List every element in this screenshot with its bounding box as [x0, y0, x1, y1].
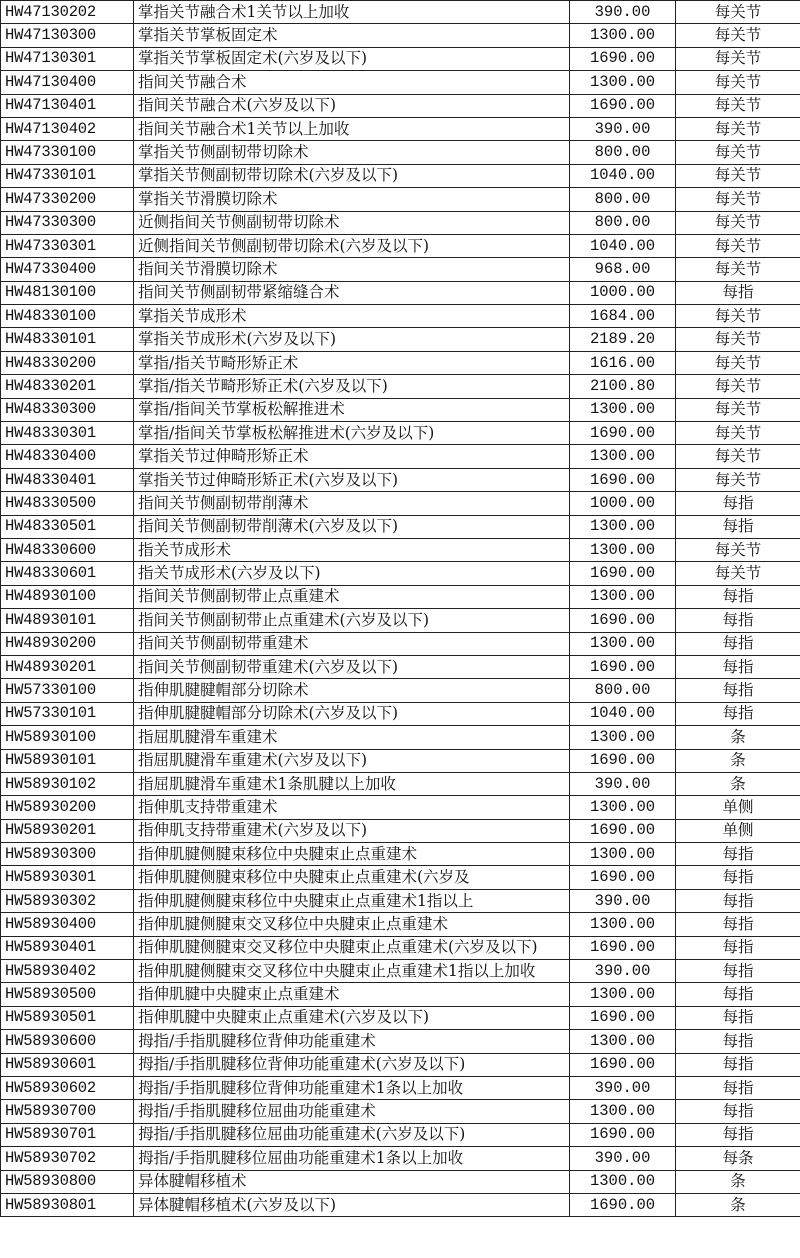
item-name: 指伸肌腱腱帽部分切除术 — [134, 679, 570, 702]
item-unit: 每关节 — [676, 422, 800, 445]
item-price: 1690.00 — [570, 749, 676, 772]
item-price: 1300.00 — [570, 71, 676, 94]
item-price: 1300.00 — [570, 24, 676, 47]
item-name: 拇指/手指肌腱移位背伸功能重建术 — [134, 1030, 570, 1053]
item-name: 拇指/手指肌腱移位屈曲功能重建术(六岁及以下) — [134, 1123, 570, 1146]
item-code: HW48330500 — [1, 492, 134, 515]
item-unit: 每指 — [676, 1123, 800, 1146]
table-row — [1, 305, 800, 328]
item-price: 390.00 — [570, 1, 676, 24]
item-code: HW58930402 — [1, 960, 134, 983]
item-price: 1300.00 — [570, 726, 676, 749]
item-name: 指屈肌腱滑车重建术(六岁及以下) — [134, 749, 570, 772]
item-name: 近侧指间关节侧副韧带切除术 — [134, 211, 570, 234]
item-unit: 单侧 — [676, 796, 800, 819]
item-code: HW48330200 — [1, 351, 134, 374]
item-unit: 每指 — [676, 843, 800, 866]
item-price: 1684.00 — [570, 305, 676, 328]
table-row — [1, 936, 800, 959]
table-row — [1, 24, 800, 47]
item-price: 1000.00 — [570, 492, 676, 515]
item-code: HW58930100 — [1, 726, 134, 749]
item-unit: 每指 — [676, 515, 800, 538]
item-name: 指关节成形术(六岁及以下) — [134, 562, 570, 585]
item-unit: 条 — [676, 772, 800, 795]
table-row — [1, 1, 800, 24]
item-code: HW47330101 — [1, 164, 134, 187]
item-unit: 每关节 — [676, 562, 800, 585]
item-code: HW47330100 — [1, 141, 134, 164]
item-name: 指伸肌腱中央腱束止点重建术(六岁及以下) — [134, 1006, 570, 1029]
item-name: 掌指关节掌板固定术 — [134, 24, 570, 47]
item-unit: 每指 — [676, 913, 800, 936]
item-unit: 每指 — [676, 492, 800, 515]
table-row — [1, 211, 800, 234]
item-name: 指伸肌腱侧腱束交叉移位中央腱束止点重建术1指以上加收 — [134, 960, 570, 983]
item-name: 指伸肌腱中央腱束止点重建术 — [134, 983, 570, 1006]
item-code: HW48330501 — [1, 515, 134, 538]
table-row — [1, 1053, 800, 1076]
item-price: 1300.00 — [570, 398, 676, 421]
table-row — [1, 983, 800, 1006]
item-unit: 每指 — [676, 655, 800, 678]
item-unit: 每关节 — [676, 94, 800, 117]
item-price: 1690.00 — [570, 1053, 676, 1076]
table-row — [1, 1170, 800, 1193]
item-name: 掌指关节融合术1关节以上加收 — [134, 1, 570, 24]
item-code: HW47130402 — [1, 117, 134, 140]
item-name: 掌指关节侧副韧带切除术(六岁及以下) — [134, 164, 570, 187]
item-price: 2189.20 — [570, 328, 676, 351]
item-name: 指间关节滑膜切除术 — [134, 258, 570, 281]
table-row — [1, 796, 800, 819]
table-row — [1, 843, 800, 866]
item-code: HW58930101 — [1, 749, 134, 772]
item-name: 指伸肌腱侧腱束移位中央腱束止点重建术1指以上 — [134, 889, 570, 912]
table-row — [1, 1100, 800, 1123]
item-price: 1300.00 — [570, 1170, 676, 1193]
item-unit: 每关节 — [676, 468, 800, 491]
item-price: 1300.00 — [570, 538, 676, 561]
table-row — [1, 1123, 800, 1146]
item-code: HW58930800 — [1, 1170, 134, 1193]
item-unit: 单侧 — [676, 819, 800, 842]
item-unit: 每关节 — [676, 445, 800, 468]
item-unit: 每指 — [676, 281, 800, 304]
item-unit: 每关节 — [676, 258, 800, 281]
item-code: HW47330301 — [1, 234, 134, 257]
table-row — [1, 819, 800, 842]
table-row — [1, 94, 800, 117]
item-unit: 每关节 — [676, 351, 800, 374]
item-name: 指间关节侧副韧带止点重建术(六岁及以下) — [134, 609, 570, 632]
item-name: 指间关节侧副韧带削薄术(六岁及以下) — [134, 515, 570, 538]
item-unit: 每关节 — [676, 47, 800, 70]
item-unit: 每关节 — [676, 375, 800, 398]
item-code: HW58930501 — [1, 1006, 134, 1029]
item-name: 指间关节融合术1关节以上加收 — [134, 117, 570, 140]
item-unit: 每关节 — [676, 1, 800, 24]
item-unit: 每关节 — [676, 538, 800, 561]
item-unit: 每关节 — [676, 71, 800, 94]
table-row — [1, 655, 800, 678]
item-name: 指间关节侧副韧带削薄术 — [134, 492, 570, 515]
item-price: 1300.00 — [570, 983, 676, 1006]
item-code: HW58930102 — [1, 772, 134, 795]
item-code: HW58930600 — [1, 1030, 134, 1053]
item-price: 1690.00 — [570, 609, 676, 632]
item-price: 1300.00 — [570, 796, 676, 819]
item-code: HW58930602 — [1, 1076, 134, 1099]
item-code: HW58930400 — [1, 913, 134, 936]
item-price: 390.00 — [570, 1076, 676, 1099]
item-unit: 每关节 — [676, 398, 800, 421]
table-row — [1, 141, 800, 164]
item-unit: 每指 — [676, 983, 800, 1006]
table-row — [1, 609, 800, 632]
item-name: 异体腱帽移植术(六岁及以下) — [134, 1193, 570, 1216]
item-name: 掌指/指间关节掌板松解推进术 — [134, 398, 570, 421]
item-code: HW48330301 — [1, 422, 134, 445]
table-row — [1, 749, 800, 772]
item-code: HW48330400 — [1, 445, 134, 468]
item-code: HW58930500 — [1, 983, 134, 1006]
item-name: 指间关节融合术(六岁及以下) — [134, 94, 570, 117]
item-name: 掌指关节侧副韧带切除术 — [134, 141, 570, 164]
item-name: 指关节成形术 — [134, 538, 570, 561]
table-row — [1, 234, 800, 257]
table-row — [1, 585, 800, 608]
item-unit: 每关节 — [676, 211, 800, 234]
item-name: 指间关节侧副韧带重建术(六岁及以下) — [134, 655, 570, 678]
item-price: 1300.00 — [570, 1030, 676, 1053]
item-code: HW47130300 — [1, 24, 134, 47]
item-name: 指伸肌支持带重建术(六岁及以下) — [134, 819, 570, 842]
item-name: 拇指/手指肌腱移位屈曲功能重建术 — [134, 1100, 570, 1123]
item-price: 1300.00 — [570, 445, 676, 468]
table-row — [1, 375, 800, 398]
table-row — [1, 492, 800, 515]
item-price: 800.00 — [570, 211, 676, 234]
item-unit: 每指 — [676, 1053, 800, 1076]
item-price: 1690.00 — [570, 1123, 676, 1146]
item-code: HW58930201 — [1, 819, 134, 842]
item-code: HW48330101 — [1, 328, 134, 351]
table-row — [1, 632, 800, 655]
item-price: 1300.00 — [570, 1100, 676, 1123]
item-code: HW58930302 — [1, 889, 134, 912]
item-price: 800.00 — [570, 679, 676, 702]
item-name: 指间关节融合术 — [134, 71, 570, 94]
item-name: 掌指关节掌板固定术(六岁及以下) — [134, 47, 570, 70]
item-name: 掌指关节过伸畸形矫正术 — [134, 445, 570, 468]
table-row — [1, 515, 800, 538]
item-unit: 每指 — [676, 679, 800, 702]
item-price: 800.00 — [570, 188, 676, 211]
item-unit: 每指 — [676, 1100, 800, 1123]
item-name: 拇指/手指肌腱移位背伸功能重建术(六岁及以下) — [134, 1053, 570, 1076]
item-price: 1690.00 — [570, 562, 676, 585]
table-row — [1, 1006, 800, 1029]
item-unit: 条 — [676, 1193, 800, 1216]
table-row — [1, 772, 800, 795]
item-price: 1300.00 — [570, 585, 676, 608]
item-code: HW47130301 — [1, 47, 134, 70]
item-unit: 每指 — [676, 702, 800, 725]
item-code: HW57330100 — [1, 679, 134, 702]
item-price: 1300.00 — [570, 913, 676, 936]
item-price: 1040.00 — [570, 164, 676, 187]
item-price: 1690.00 — [570, 655, 676, 678]
table-row — [1, 164, 800, 187]
item-price: 390.00 — [570, 117, 676, 140]
item-unit: 条 — [676, 726, 800, 749]
item-unit: 每指 — [676, 632, 800, 655]
item-name: 近侧指间关节侧副韧带切除术(六岁及以下) — [134, 234, 570, 257]
item-price: 1690.00 — [570, 936, 676, 959]
item-unit: 每关节 — [676, 164, 800, 187]
item-price: 1690.00 — [570, 866, 676, 889]
item-name: 指间关节侧副韧带止点重建术 — [134, 585, 570, 608]
item-code: HW48330401 — [1, 468, 134, 491]
item-unit: 条 — [676, 749, 800, 772]
item-code: HW48330601 — [1, 562, 134, 585]
table-row — [1, 351, 800, 374]
item-unit: 每指 — [676, 609, 800, 632]
item-price: 2100.80 — [570, 375, 676, 398]
item-unit: 每指 — [676, 585, 800, 608]
table-row — [1, 117, 800, 140]
item-price: 1690.00 — [570, 819, 676, 842]
item-unit: 每指 — [676, 936, 800, 959]
item-unit: 每关节 — [676, 117, 800, 140]
item-name: 指间关节侧副韧带重建术 — [134, 632, 570, 655]
item-price: 1616.00 — [570, 351, 676, 374]
item-name: 指伸肌腱侧腱束交叉移位中央腱束止点重建术(六岁及以下) — [134, 936, 570, 959]
item-name: 指伸肌支持带重建术 — [134, 796, 570, 819]
table-row — [1, 1147, 800, 1170]
item-unit: 每指 — [676, 1030, 800, 1053]
item-unit: 条 — [676, 1170, 800, 1193]
table-row — [1, 468, 800, 491]
item-price: 390.00 — [570, 1147, 676, 1170]
item-unit: 每关节 — [676, 234, 800, 257]
table-row — [1, 562, 800, 585]
item-code: HW48930200 — [1, 632, 134, 655]
item-code: HW48330600 — [1, 538, 134, 561]
item-code: HW58930401 — [1, 936, 134, 959]
table-row — [1, 702, 800, 725]
item-unit: 每指 — [676, 1076, 800, 1099]
item-price: 1690.00 — [570, 468, 676, 491]
item-unit: 每关节 — [676, 188, 800, 211]
item-name: 指间关节侧副韧带紧缩缝合术 — [134, 281, 570, 304]
item-price: 1040.00 — [570, 234, 676, 257]
table-row — [1, 445, 800, 468]
item-code: HW48930100 — [1, 585, 134, 608]
item-name: 指伸肌腱侧腱束移位中央腱束止点重建术 — [134, 843, 570, 866]
item-unit: 每条 — [676, 1147, 800, 1170]
table-row — [1, 422, 800, 445]
item-name: 指屈肌腱滑车重建术 — [134, 726, 570, 749]
item-code: HW58930200 — [1, 796, 134, 819]
item-code: HW58930601 — [1, 1053, 134, 1076]
item-unit: 每指 — [676, 960, 800, 983]
item-price: 1300.00 — [570, 843, 676, 866]
item-name: 掌指/指关节畸形矫正术 — [134, 351, 570, 374]
item-price: 1000.00 — [570, 281, 676, 304]
table-row — [1, 1076, 800, 1099]
item-price: 1690.00 — [570, 1006, 676, 1029]
item-name: 掌指/指间关节掌板松解推进术(六岁及以下) — [134, 422, 570, 445]
table-row — [1, 679, 800, 702]
item-unit: 每关节 — [676, 141, 800, 164]
table-row — [1, 1030, 800, 1053]
item-code: HW48930101 — [1, 609, 134, 632]
item-code: HW58930300 — [1, 843, 134, 866]
item-code: HW58930701 — [1, 1123, 134, 1146]
item-price: 390.00 — [570, 772, 676, 795]
item-code: HW47130401 — [1, 94, 134, 117]
item-code: HW47330400 — [1, 258, 134, 281]
item-price: 1690.00 — [570, 94, 676, 117]
item-price: 390.00 — [570, 889, 676, 912]
item-price: 1040.00 — [570, 702, 676, 725]
item-name: 异体腱帽移植术 — [134, 1170, 570, 1193]
table-row — [1, 47, 800, 70]
item-code: HW47130400 — [1, 71, 134, 94]
fee-table-body — [1, 1, 800, 1217]
table-row — [1, 538, 800, 561]
item-code: HW48130100 — [1, 281, 134, 304]
item-code: HW48330100 — [1, 305, 134, 328]
table-row — [1, 1193, 800, 1216]
item-price: 1690.00 — [570, 422, 676, 445]
item-code: HW58930702 — [1, 1147, 134, 1170]
item-price: 1690.00 — [570, 47, 676, 70]
table-row — [1, 889, 800, 912]
table-row — [1, 960, 800, 983]
item-name: 拇指/手指肌腱移位背伸功能重建术1条以上加收 — [134, 1076, 570, 1099]
item-name: 掌指关节过伸畸形矫正术(六岁及以下) — [134, 468, 570, 491]
table-row — [1, 913, 800, 936]
item-name: 指伸肌腱侧腱束交叉移位中央腱束止点重建术 — [134, 913, 570, 936]
item-unit: 每关节 — [676, 24, 800, 47]
item-name: 指伸肌腱侧腱束移位中央腱束止点重建术(六岁及 — [134, 866, 570, 889]
item-unit: 每关节 — [676, 328, 800, 351]
item-unit: 每指 — [676, 866, 800, 889]
table-row — [1, 71, 800, 94]
item-code: HW48930201 — [1, 655, 134, 678]
item-unit: 每关节 — [676, 305, 800, 328]
item-code: HW47330300 — [1, 211, 134, 234]
table-row — [1, 258, 800, 281]
item-code: HW58930301 — [1, 866, 134, 889]
item-name: 拇指/手指肌腱移位屈曲功能重建术1条以上加收 — [134, 1147, 570, 1170]
item-code: HW47130202 — [1, 1, 134, 24]
item-unit: 每指 — [676, 1006, 800, 1029]
item-code: HW58930801 — [1, 1193, 134, 1216]
item-name: 掌指/指关节畸形矫正术(六岁及以下) — [134, 375, 570, 398]
item-price: 968.00 — [570, 258, 676, 281]
item-name: 掌指关节成形术 — [134, 305, 570, 328]
item-name: 掌指关节滑膜切除术 — [134, 188, 570, 211]
item-name: 指伸肌腱腱帽部分切除术(六岁及以下) — [134, 702, 570, 725]
table-row — [1, 328, 800, 351]
item-code: HW48330201 — [1, 375, 134, 398]
item-unit: 每指 — [676, 889, 800, 912]
item-code: HW57330101 — [1, 702, 134, 725]
item-price: 1300.00 — [570, 515, 676, 538]
item-name: 掌指关节成形术(六岁及以下) — [134, 328, 570, 351]
table-row — [1, 188, 800, 211]
item-price: 800.00 — [570, 141, 676, 164]
table-row — [1, 398, 800, 421]
item-code: HW48330300 — [1, 398, 134, 421]
table-row — [1, 866, 800, 889]
table-row — [1, 281, 800, 304]
item-name: 指屈肌腱滑车重建术1条肌腱以上加收 — [134, 772, 570, 795]
table-row — [1, 726, 800, 749]
item-price: 1690.00 — [570, 1193, 676, 1216]
item-price: 1300.00 — [570, 632, 676, 655]
item-price: 390.00 — [570, 960, 676, 983]
item-code: HW58930700 — [1, 1100, 134, 1123]
item-code: HW47330200 — [1, 188, 134, 211]
